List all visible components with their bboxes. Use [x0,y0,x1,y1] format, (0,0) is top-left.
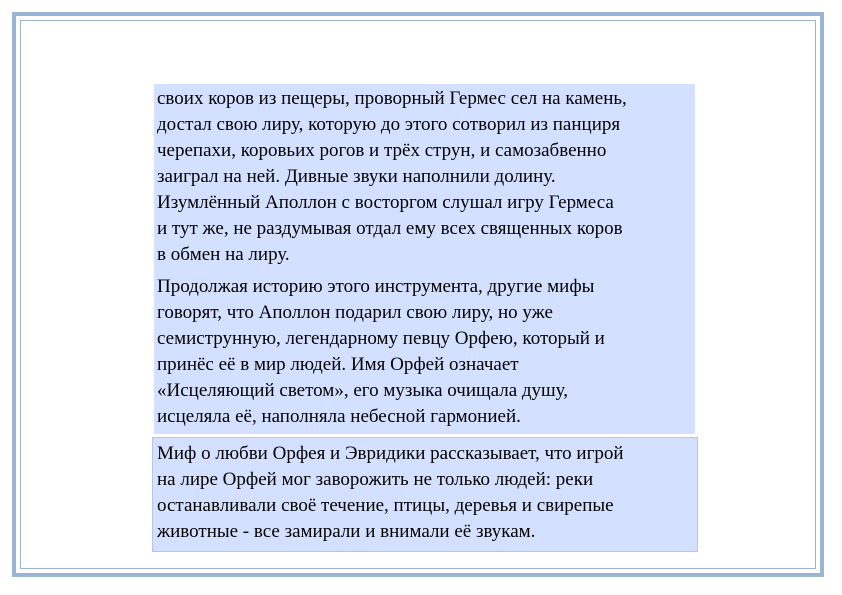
text-line: Продолжая историю этого инструмента, другие мифы [157,276,595,297]
text-line: останавливали своё течение, птицы, деревья и свирепые [157,495,614,516]
text-line: черепахи, коровьих рогов и трёх струн, и самозабвенно [157,140,607,161]
text-line: принёс её в мир людей. Имя Орфей означает [157,354,519,375]
text-line: животные - все замирали и внимали её звукам. [157,521,536,542]
text-line: на лире Орфей мог заворожить не только людей: реки [157,469,594,490]
text-block-eurydice [152,437,698,552]
text-line: и тут же, не раздумывая отдал ему всех священных коров [157,218,623,239]
text-line: в обмен на лиру. [157,244,290,265]
text-line: говорят, что Аполлон подарил свою лиру, но уже [157,302,553,323]
text-line: заиграл на ней. Дивные звуки наполнили долину. [157,166,556,187]
text-line: исцеляла её, наполняла небесной гармонией. [157,406,521,427]
text-line: своих коров из пещеры, проворный Гермес сел на камень, [157,88,627,109]
text-line: достал свою лиру, которую до этого сотворил из панциря [157,114,621,135]
paragraph-orpheus-lyre [157,274,692,430]
text-line: Изумлённый Аполлон с восторгом слушал игру Гермеса [157,192,614,213]
text-block-main [154,84,695,434]
text-line: семиструнную, легендарному певцу Орфею, который и [157,328,605,349]
paragraph-orpheus-eurydice [157,441,693,545]
paragraph-hermes-lyre [157,86,692,268]
text-line: «Исцеляющий светом», его музыка очищала душу, [157,380,569,401]
text-line: Миф о любви Орфея и Эвридики рассказывает, что игрой [157,443,624,464]
